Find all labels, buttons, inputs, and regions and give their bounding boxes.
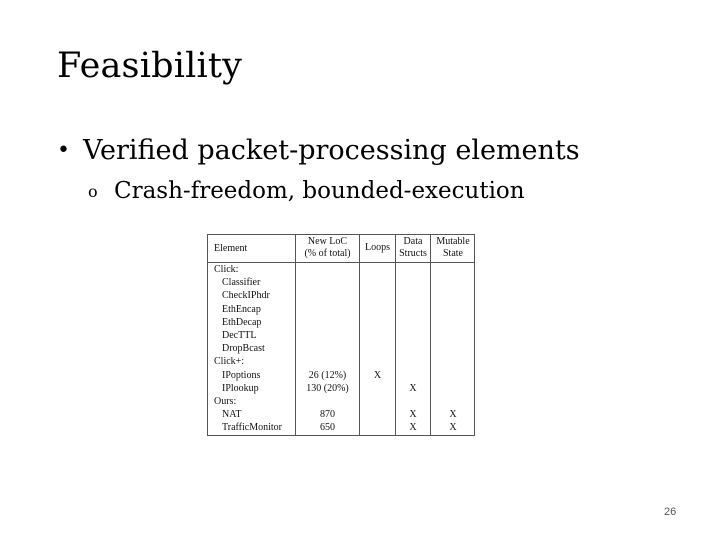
row-new-loc: 130 (20%) [306, 382, 349, 394]
row-new-loc: 650 [320, 422, 335, 434]
row-element: Ours: [214, 396, 237, 407]
row-new-loc: 870 [320, 409, 335, 421]
elements-table [207, 234, 475, 436]
column-divider [359, 235, 360, 435]
header-element: Element [214, 243, 248, 254]
row-new-loc: 26 (12%) [308, 369, 347, 381]
page-number: 26 [664, 506, 677, 518]
row-loops: X [373, 369, 382, 381]
column-divider [395, 235, 396, 435]
row-element: CheckIPhdr [222, 290, 270, 302]
row-mutable-state: X [449, 422, 457, 434]
column-divider [295, 235, 296, 435]
header-state: State [443, 248, 463, 259]
row-element: Classifier [222, 277, 261, 289]
row-element: IPoptions [222, 369, 261, 381]
row-element: DropBcast [222, 343, 265, 355]
header-structs: Structs [399, 248, 427, 259]
row-element: NAT [222, 409, 242, 421]
row-data-structs: X [409, 382, 417, 394]
row-element: DecTTL [222, 330, 257, 341]
slide-title: Feasibility [57, 46, 243, 86]
row-element: Click: [214, 264, 239, 275]
bullet-item [57, 135, 580, 166]
header-data: Data [403, 236, 423, 247]
header-divider [208, 262, 474, 263]
row-mutable-state: X [449, 409, 457, 421]
row-element: TrafficMonitor [222, 422, 282, 434]
row-element: IPlookup [222, 382, 259, 394]
header-mutable: Mutable [436, 236, 470, 247]
header-loops: Loops [365, 242, 390, 253]
header-new-loc: New LoC [307, 236, 348, 247]
row-element: EthDecap [222, 316, 262, 328]
row-data-structs: X [409, 422, 417, 434]
row-element: Click+: [214, 356, 245, 368]
sub-bullet-marker: o [88, 182, 98, 201]
row-element: EthEncap [222, 303, 261, 315]
sub-bullet-item [88, 178, 525, 204]
row-data-structs: X [409, 409, 417, 421]
column-divider [430, 235, 431, 435]
bullet-text: Verified packet-processing elements [83, 135, 580, 166]
bullet-marker: • [57, 138, 70, 163]
header-new-loc-sub: (% of total) [304, 248, 351, 259]
sub-bullet-text: Crash-freedom, bounded-execution [114, 178, 525, 204]
